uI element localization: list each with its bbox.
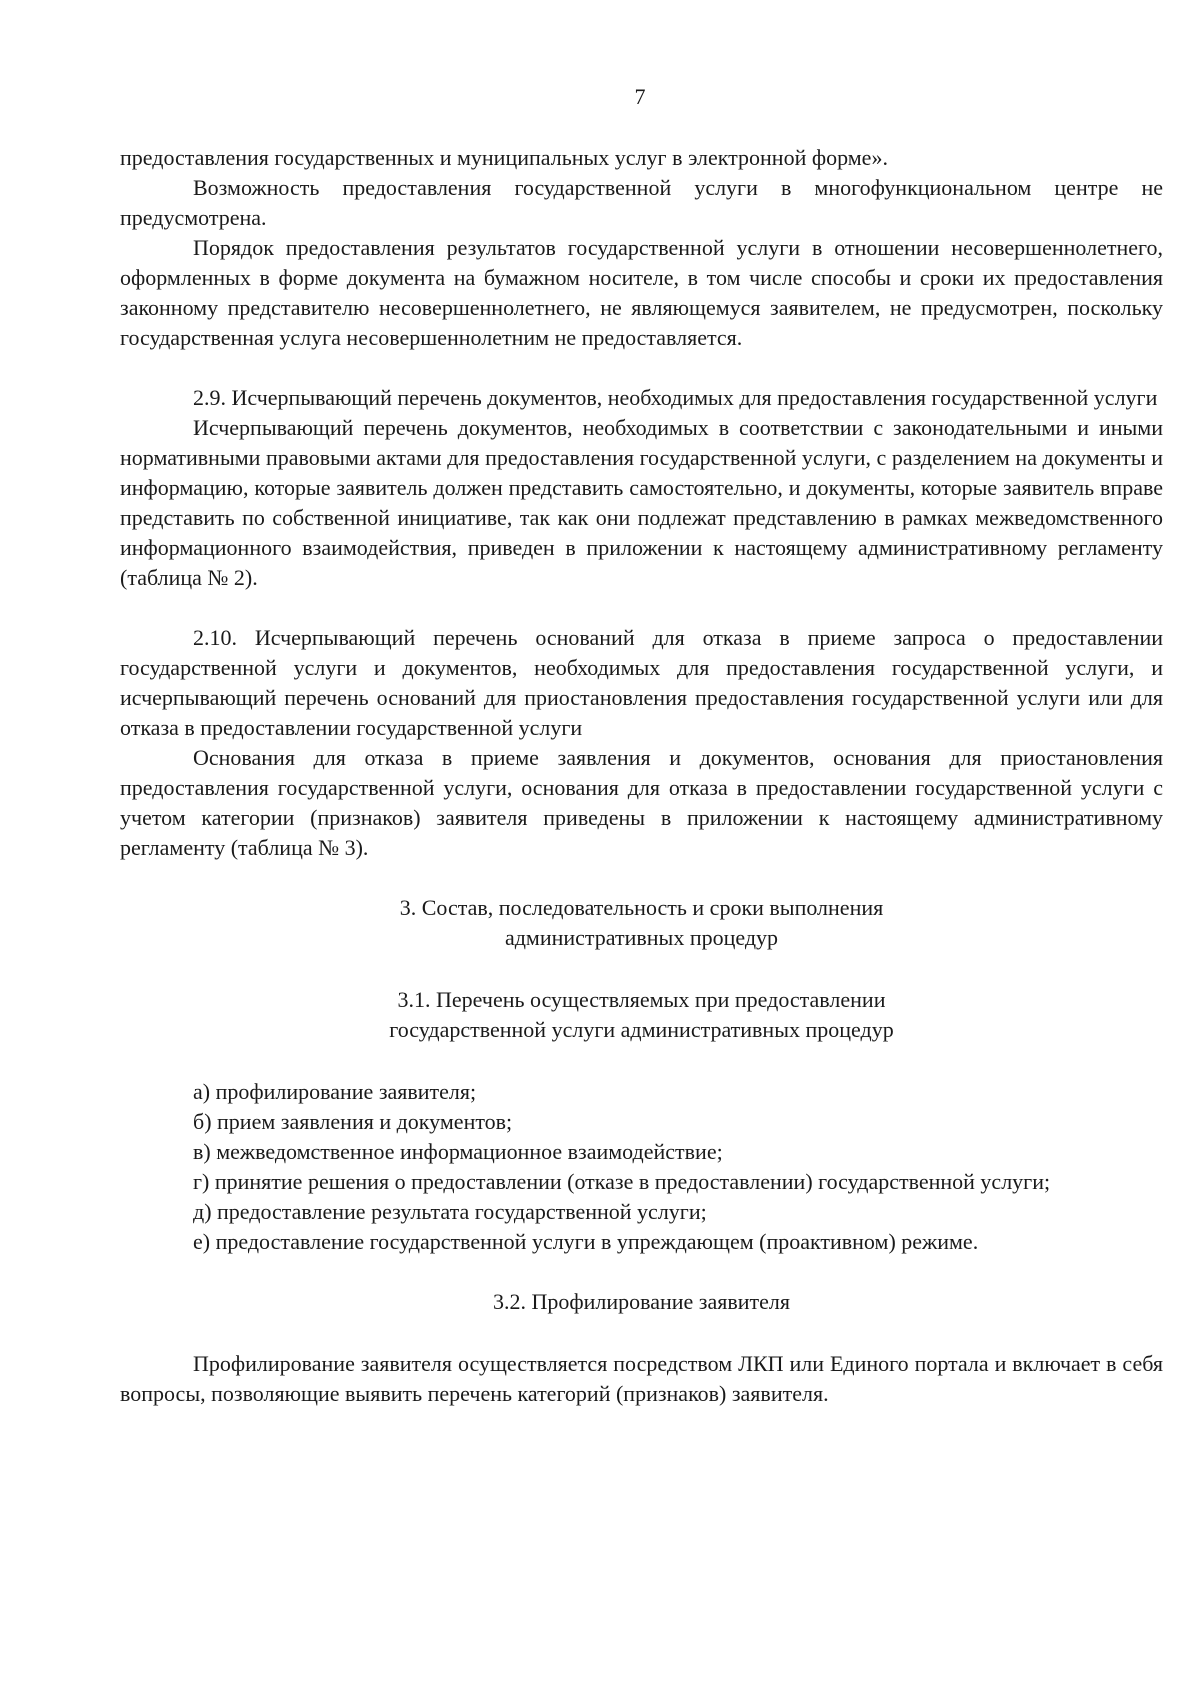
- section-heading-3-line-2: административных процедур: [504, 925, 779, 950]
- section-heading-3-1-line-1: 3.1. Перечень осуществляемых при предоставлении: [397, 987, 886, 1012]
- section-heading-3-1: [120, 985, 1163, 1045]
- section-heading-2-9: 2.9. Исчерпывающий перечень документов, необходимых для предоставления государственной услуги: [193, 385, 1158, 410]
- section-heading-3: [120, 893, 1163, 953]
- paragraph-minor-results: Порядок предоставления результатов государственной услуги в отношении несовершеннолетнего, оформленных в форме документа на бумажном носителе, в том числе способы и сроки их предоставления законному представителю несовершеннолетнего, не являющемуся заявителем, не предусмотрен, поскольку государственная услуга несовершеннолетним не предоставляется.: [120, 235, 1163, 350]
- document-body: [120, 143, 1163, 1409]
- section-heading-3-line-1: 3. Состав, последовательность и сроки выполнения: [399, 895, 884, 920]
- list-item: а) профилирование заявителя;: [193, 1079, 477, 1104]
- list-item: г) принятие решения о предоставлении (отказе в предоставлении) государственной услуги;: [193, 1169, 1051, 1194]
- paragraph-mfc: Возможность предоставления государственной услуги в многофункциональном центре не предусмотрена.: [120, 175, 1163, 230]
- paragraph-documents-list: Исчерпывающий перечень документов, необходимых в соответствии с законодательными и иными нормативными правовыми актами для предоставления государственной услуги, с разделением на документы и информацию, которые заявитель должен представить самостоятельно, и документы, которые заявитель вправе представить по собственной инициативе, так как они подлежат представлению в рамках межведомственного информационного взаимодействия, приведен в приложении к настоящему административному регламенту (таблица № 2).: [120, 415, 1163, 590]
- section-heading-3-2: 3.2. Профилирование заявителя: [492, 1289, 791, 1314]
- paragraph-continuation: предоставления государственных и муниципальных услуг в электронной форме».: [120, 145, 888, 170]
- section-heading-3-1-line-2: государственной услуги административных процедур: [389, 1017, 894, 1042]
- list-item: в) межведомственное информационное взаимодействие;: [193, 1139, 723, 1164]
- list-item: е) предоставление государственной услуги в упреждающем (проактивном) режиме.: [193, 1229, 979, 1254]
- page-number: 7: [634, 84, 646, 109]
- section-heading-2-10: 2.10. Исчерпывающий перечень оснований для отказа в приеме запроса о предоставлении государственной услуги и документов, необходимых для предоставления государственной услуги, и исчерпывающий перечень оснований для приостановления предоставления государственной услуги или для отказа в предоставлении государственной услуги: [120, 625, 1163, 740]
- procedure-list: [120, 1077, 1163, 1257]
- paragraph-profiling: Профилирование заявителя осуществляется посредством ЛКП или Единого портала и включает в себя вопросы, позволяющие выявить перечень категорий (признаков) заявителя.: [120, 1351, 1163, 1406]
- list-item: д) предоставление результата государственной услуги;: [193, 1199, 707, 1224]
- paragraph-refusal-grounds: Основания для отказа в приеме заявления и документов, основания для приостановления предоставления государственной услуги, основания для отказа в предоставлении государственной услуги с учетом категории (признаков) заявителя приведены в приложении к настоящему административному регламенту (таблица № 3).: [120, 745, 1163, 860]
- list-item: б) прием заявления и документов;: [193, 1109, 513, 1134]
